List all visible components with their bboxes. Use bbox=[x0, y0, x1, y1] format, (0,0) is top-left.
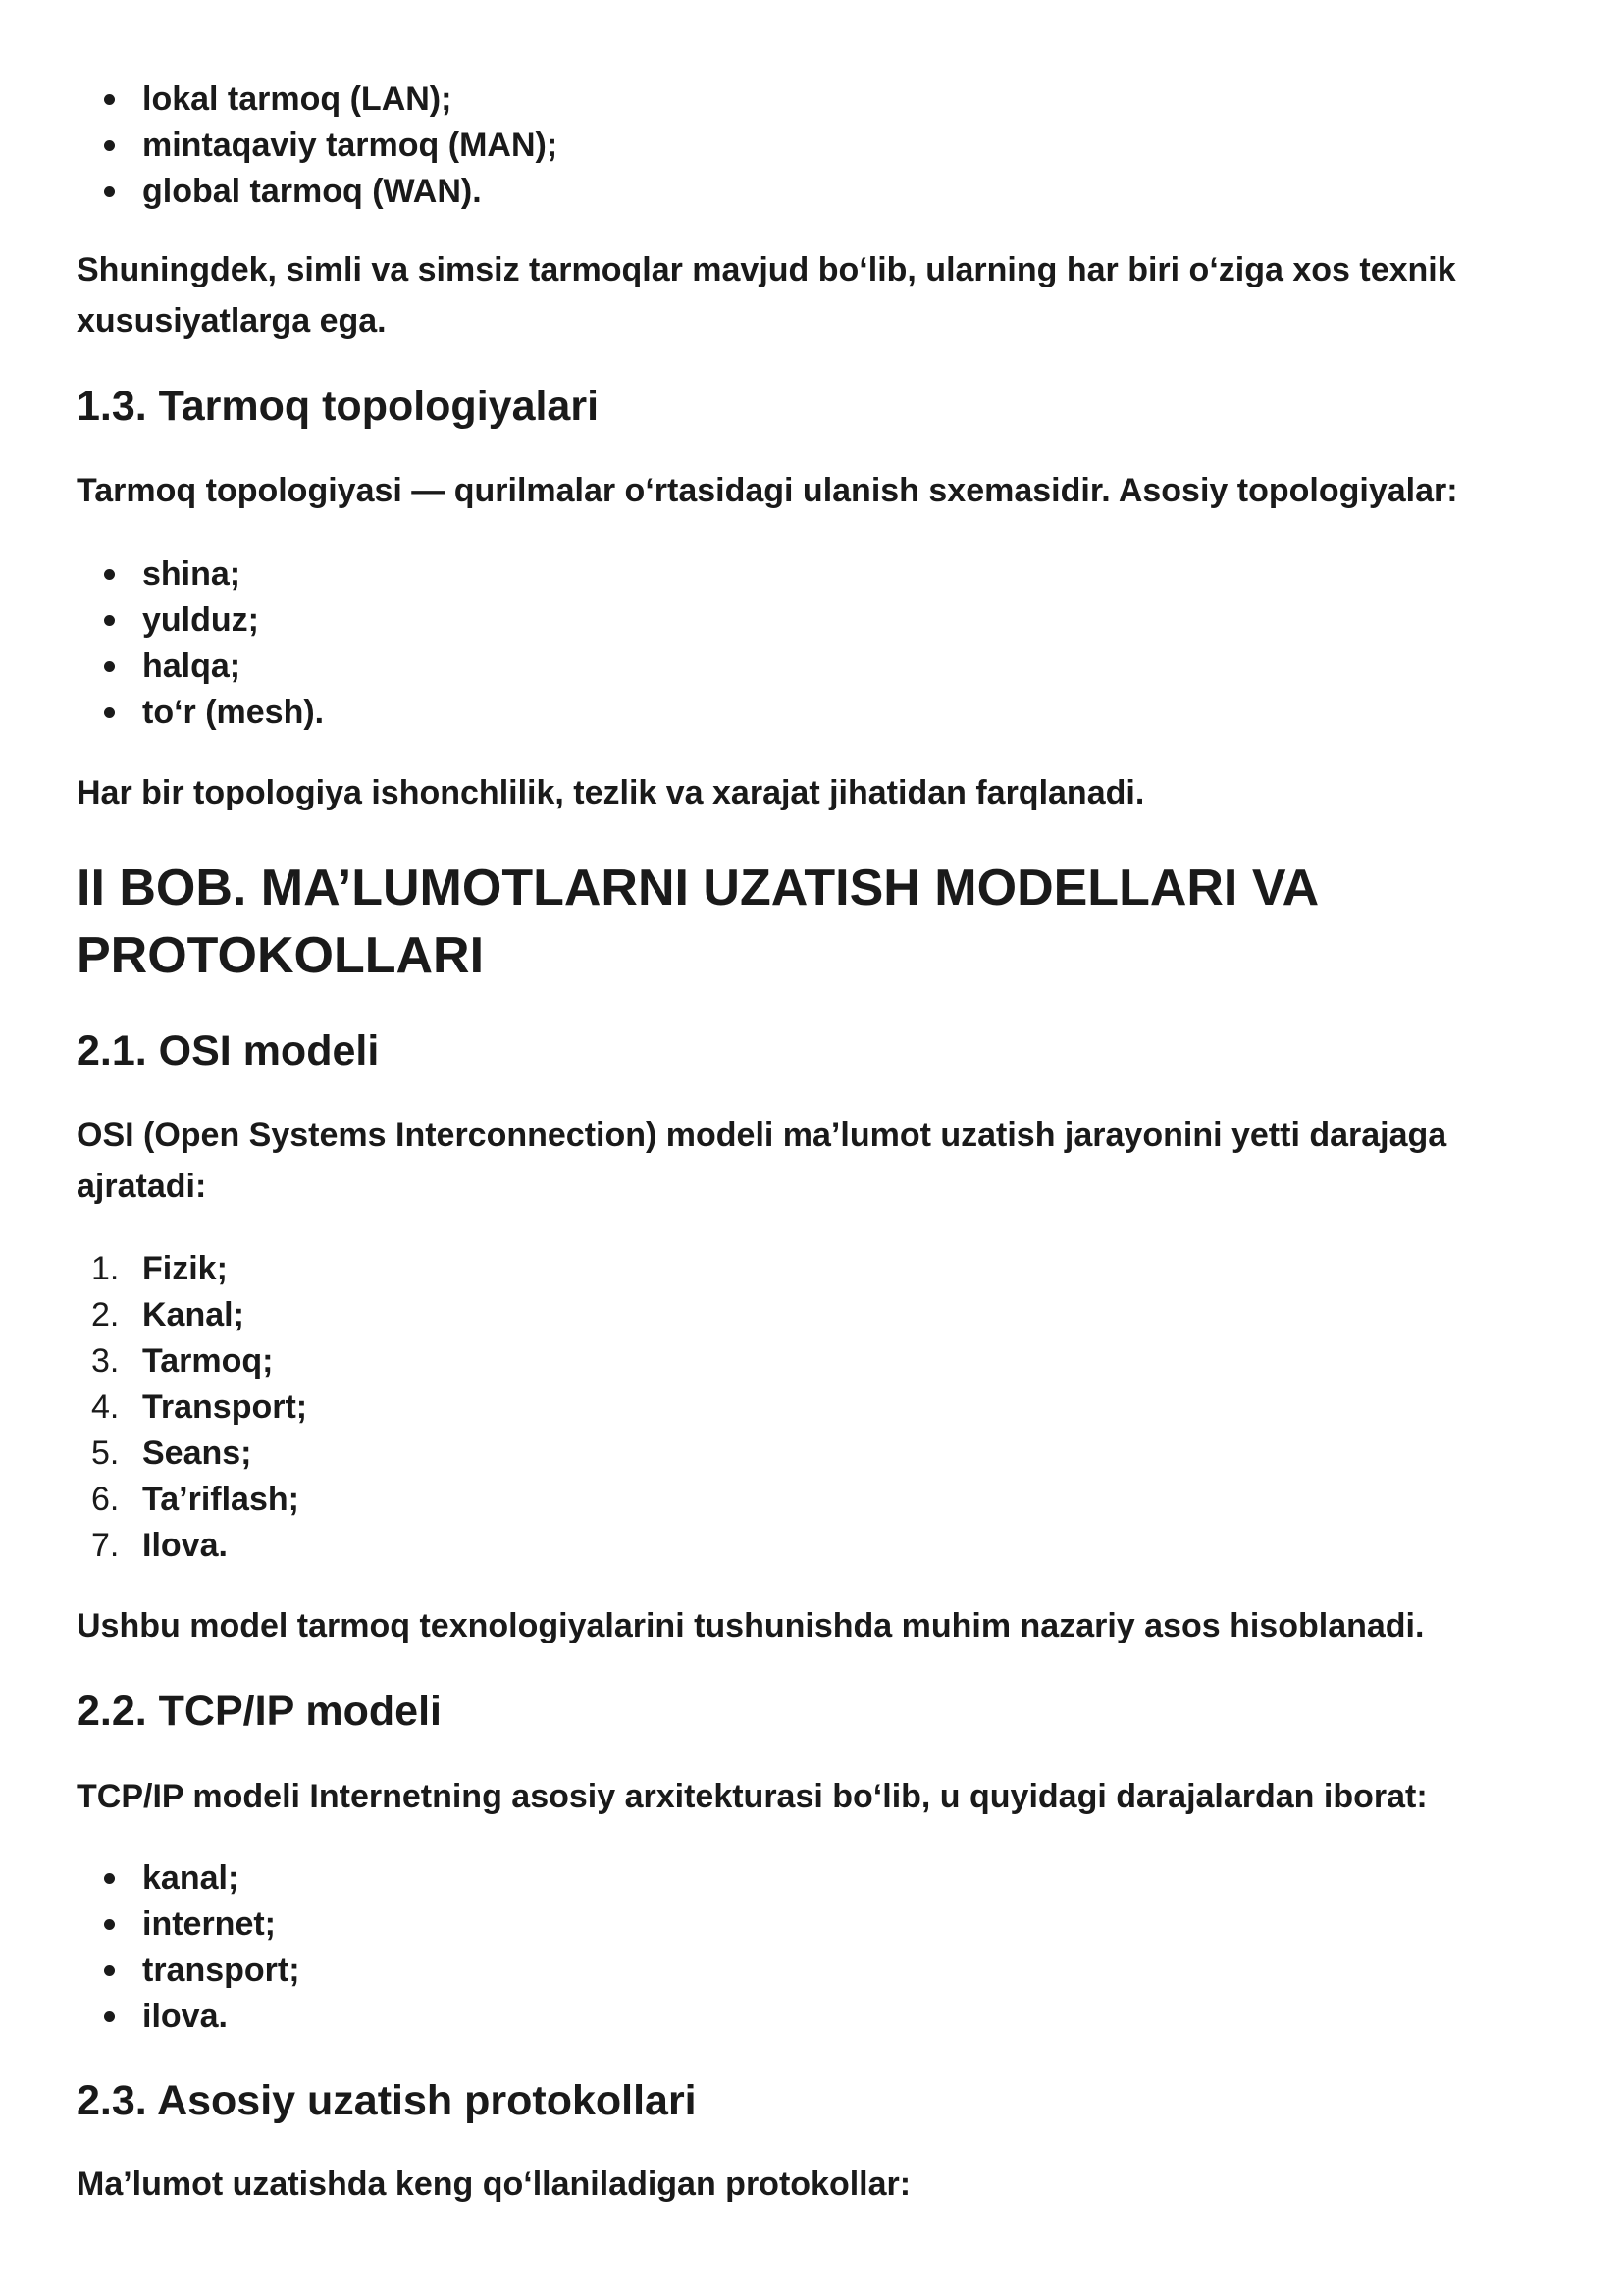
bullet-icon bbox=[104, 2011, 115, 2022]
paragraph-line: OSI (Open Systems Interconnection) modeli ma’lumot uzatish jarayonini yetti darajaga bbox=[77, 1117, 1447, 1154]
paragraph: Ma’lumot uzatishda keng qo‘llaniladigan protokollar: bbox=[77, 2165, 912, 2203]
section-heading: 2.3. Asosiy uzatish protokollari bbox=[77, 2077, 697, 2124]
bullet-icon bbox=[104, 1965, 115, 1976]
bullet-icon bbox=[104, 1873, 115, 1884]
paragraph-line: ajratadi: bbox=[77, 1168, 207, 1205]
paragraph: Tarmoq topologiyasi — qurilmalar o‘rtasidagi ulanish sxemasidir. Asosiy topologiyalar: bbox=[77, 472, 1458, 509]
chapter-heading: II BOB. MA’LUMOTLARNI UZATISH MODELLARI VA bbox=[77, 860, 1320, 916]
section-heading: 2.2. TCP/IP modeli bbox=[77, 1688, 442, 1735]
paragraph: Ushbu model tarmoq texnologiyalarini tushunishda muhim nazariy asos hisoblanadi. bbox=[77, 1607, 1425, 1644]
paragraph: TCP/IP modeli Internetning asosiy arxitekturasi bo‘lib, u quyidagi darajalardan iborat: bbox=[77, 1778, 1428, 1815]
bullet-icon bbox=[104, 615, 115, 626]
bullet-icon bbox=[104, 707, 115, 718]
bullet-icon bbox=[104, 569, 115, 580]
bullet-icon bbox=[104, 661, 115, 672]
paragraph: Har bir topologiya ishonchlilik, tezlik va xarajat jihatidan farqlanadi. bbox=[77, 774, 1145, 811]
bullet-icon bbox=[104, 140, 115, 151]
bullet-icon bbox=[104, 186, 115, 197]
paragraph-line: Shuningdek, simli va simsiz tarmoqlar mavjud bo‘lib, ularning har biri o‘ziga xos texnik bbox=[77, 251, 1456, 288]
bullet-icon bbox=[104, 1919, 115, 1930]
section-heading: 1.3. Tarmoq topologiyalari bbox=[77, 383, 600, 430]
paragraph-line: xususiyatlarga ega. bbox=[77, 302, 387, 339]
bullet-icon bbox=[104, 94, 115, 105]
chapter-heading: PROTOKOLLARI bbox=[77, 927, 485, 984]
section-heading: 2.1. OSI modeli bbox=[77, 1027, 380, 1074]
